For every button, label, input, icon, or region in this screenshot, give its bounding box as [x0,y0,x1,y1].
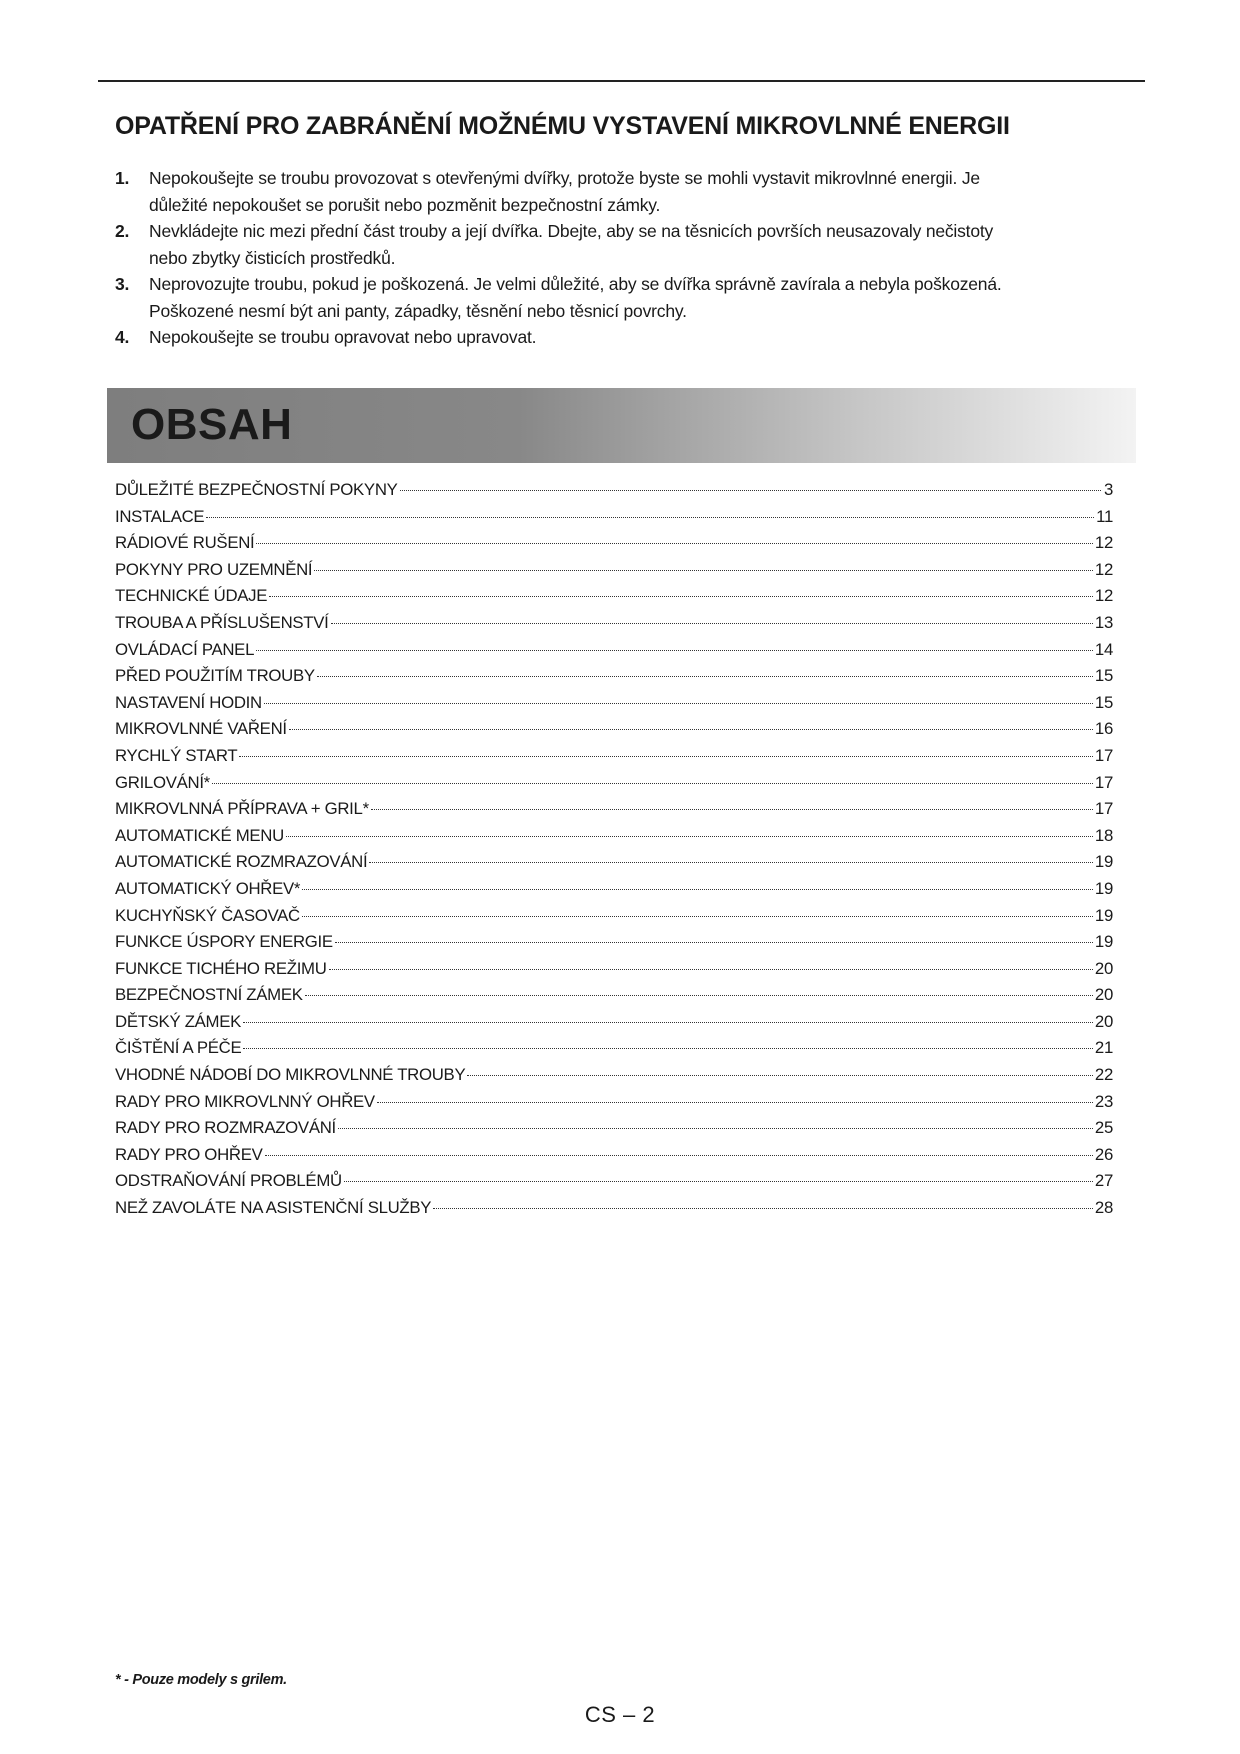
toc-entry-label: KUCHYŇSKÝ ČASOVAČ [115,905,300,925]
toc-entry-page: 13 [1094,612,1113,632]
toc-entry-label: RADY PRO OHŘEV [115,1144,263,1164]
toc-dot-leader [329,969,1093,970]
precaution-item [115,324,1125,351]
toc-entry-label: ODSTRAŇOVÁNÍ PROBLÉMŮ [115,1171,342,1191]
toc-entry[interactable] [115,560,1113,587]
toc-entry[interactable] [115,719,1113,746]
toc-dot-leader [305,995,1093,996]
toc-entry-label: PŘED POUŽITÍM TROUBY [115,666,315,686]
toc-entry-page: 19 [1094,852,1113,872]
toc-entry-label: INSTALACE [115,506,205,526]
toc-entry-label: RADY PRO MIKROVLNNÝ OHŘEV [115,1091,375,1111]
toc-entry[interactable] [115,1038,1113,1065]
toc-entry[interactable] [115,826,1113,853]
toc-entry-page: 17 [1094,745,1113,765]
toc-dot-leader [286,836,1093,837]
contents-title: OBSAH [131,400,293,449]
toc-entry[interactable] [115,746,1113,773]
precaution-number: 1. [115,168,130,188]
toc-entry[interactable] [115,693,1113,720]
toc-dot-leader [467,1075,1093,1076]
toc-entry[interactable] [115,799,1113,826]
toc-entry-page: 15 [1094,692,1113,712]
toc-entry-page: 15 [1094,666,1113,686]
toc-dot-leader [314,570,1093,571]
toc-entry[interactable] [115,666,1113,693]
footnote: * - Pouze modely s grilem. [115,1672,287,1688]
toc-entry-label: POKYNY PRO UZEMNĚNÍ [115,559,313,579]
toc-entry-page: 19 [1094,878,1113,898]
toc-entry-label: RADY PRO ROZMRAZOVÁNÍ [115,1118,336,1138]
precaution-text: Nevkládejte nic mezi přední část trouby a její dvířka. Dbejte, aby se na těsnicích površích neusazovaly nečistoty [149,221,994,241]
toc-entry-label: ČIŠTĚNÍ A PÉČE [115,1038,242,1058]
precautions-title: OPATŘENÍ PRO ZABRÁNĚNÍ MOŽNÉMU VYSTAVENÍ MIKROVLNNÉ ENERGII [115,112,1010,140]
toc-entry[interactable] [115,507,1113,534]
precaution-number: 4. [115,327,130,347]
toc-entry-label: RYCHLÝ START [115,745,238,765]
toc-entry-label: VHODNÉ NÁDOBÍ DO MIKROVLNNÉ TROUBY [115,1065,466,1085]
toc-dot-leader [302,916,1093,917]
toc-entry-label: AUTOMATICKÝ OHŘEV* [115,878,301,898]
toc-entry-label: NEŽ ZAVOLÁTE NA ASISTENČNÍ SLUŽBY [115,1198,432,1218]
toc-dot-leader [400,490,1101,491]
toc-dot-leader [265,1155,1093,1156]
toc-entry-page: 23 [1094,1091,1113,1111]
toc-dot-leader [264,703,1093,704]
precaution-text: Poškozené nesmí být ani panty, západky, těsnění nebo těsnicí povrchy. [149,300,687,321]
toc-dot-leader [256,650,1093,651]
toc-entry-label: NASTAVENÍ HODIN [115,692,262,712]
toc-entry-page: 21 [1094,1038,1113,1058]
toc-dot-leader [206,517,1094,518]
toc-entry-label: GRILOVÁNÍ* [115,772,210,792]
toc-entry[interactable] [115,480,1113,507]
toc-entry-page: 25 [1094,1118,1113,1138]
toc-entry-page: 20 [1094,958,1113,978]
precaution-text: Nepokoušejte se troubu opravovat nebo upravovat. [149,327,537,347]
precaution-number: 2. [115,221,130,241]
toc-entry[interactable] [115,985,1113,1012]
toc-dot-leader [433,1208,1093,1209]
toc-dot-leader [335,942,1093,943]
toc-dot-leader [377,1102,1093,1103]
toc-entry-label: MIKROVLNNÁ PŘÍPRAVA + GRIL* [115,799,369,819]
toc-entry[interactable] [115,1012,1113,1039]
toc-entry[interactable] [115,1065,1113,1092]
toc-entry-page: 14 [1094,639,1113,659]
toc-entry[interactable] [115,586,1113,613]
toc-entry-label: FUNKCE TICHÉHO REŽIMU [115,958,327,978]
toc-entry-page: 28 [1094,1198,1113,1218]
toc-entry-label: FUNKCE ÚSPORY ENERGIE [115,932,333,952]
toc-entry-page: 19 [1094,905,1113,925]
toc-dot-leader [371,809,1093,810]
toc-entry[interactable] [115,852,1113,879]
toc-entry[interactable] [115,959,1113,986]
precautions-list [115,165,1125,351]
toc-dot-leader [256,543,1093,544]
toc-entry-page: 16 [1094,719,1113,739]
toc-entry[interactable] [115,932,1113,959]
toc-entry[interactable] [115,640,1113,667]
toc-dot-leader [243,1048,1093,1049]
toc-entry[interactable] [115,533,1113,560]
toc-entry-label: TECHNICKÉ ÚDAJE [115,586,268,606]
toc-entry-label: DĚTSKÝ ZÁMEK [115,1011,242,1031]
toc-dot-leader [243,1022,1093,1023]
toc-entry-page: 12 [1094,586,1113,606]
contents-banner [107,388,1136,463]
toc-dot-leader [289,729,1093,730]
precaution-text: Nepokoušejte se troubu provozovat s otevřenými dvířky, protože byste se mohli vystavit mikrovlnné energii. Je [149,168,980,188]
toc-dot-leader [331,623,1093,624]
toc-entry[interactable] [115,1092,1113,1119]
toc-entry-page: 20 [1094,985,1113,1005]
precaution-text: důležité nepokoušet se porušit nebo pozměnit bezpečnostní zámky. [149,194,661,215]
toc-entry-page: 27 [1094,1171,1113,1191]
toc-dot-leader [212,783,1093,784]
toc-dot-leader [269,596,1093,597]
toc-entry-label: TROUBA A PŘÍSLUŠENSTVÍ [115,612,329,632]
toc-entry-page: 12 [1094,559,1113,579]
toc-dot-leader [369,862,1093,863]
toc-entry-page: 26 [1094,1144,1113,1164]
toc-entry-page: 17 [1094,799,1113,819]
precaution-number: 3. [115,274,130,294]
toc-entry[interactable] [115,1198,1113,1225]
toc-entry[interactable] [115,613,1113,640]
toc-dot-leader [239,756,1093,757]
toc-entry-page: 18 [1094,825,1113,845]
toc-entry-page: 12 [1094,533,1113,553]
precaution-text: Neprovozujte troubu, pokud je poškozená. Je velmi důležité, aby se dvířka správně zavírala a nebyla poškozená. [149,274,1002,294]
precaution-item [115,271,1125,324]
toc-entry-label: BEZPEČNOSTNÍ ZÁMEK [115,985,303,1005]
toc-dot-leader [317,676,1093,677]
toc-entry-page: 22 [1094,1065,1113,1085]
toc-entry-label: AUTOMATICKÉ MENU [115,825,284,845]
toc-entry[interactable] [115,1171,1113,1198]
toc-entry[interactable] [115,1145,1113,1172]
toc-dot-leader [344,1181,1093,1182]
toc-entry[interactable] [115,879,1113,906]
toc-entry-label: DŮLEŽITÉ BEZPEČNOSTNÍ POKYNY [115,480,398,499]
toc-dot-leader [302,889,1093,890]
top-rule [98,80,1145,82]
toc-entry-page: 20 [1094,1011,1113,1031]
toc-entry-label: OVLÁDACÍ PANEL [115,639,255,659]
precaution-item [115,218,1125,271]
precaution-item [115,165,1125,218]
toc-entry-page: 17 [1094,772,1113,792]
toc-entry-label: RÁDIOVÉ RUŠENÍ [115,533,255,553]
toc-entry-label: MIKROVLNNÉ VAŘENÍ [115,719,287,739]
toc-entry[interactable] [115,906,1113,933]
table-of-contents [115,480,1113,1225]
toc-entry[interactable] [115,773,1113,800]
toc-entry-label: AUTOMATICKÉ ROZMRAZOVÁNÍ [115,852,368,872]
toc-entry-page: 3 [1103,480,1113,499]
toc-entry-page: 19 [1094,932,1113,952]
page-number: CS – 2 [584,1702,656,1727]
toc-dot-leader [338,1128,1093,1129]
precaution-text: nebo zbytky čisticích prostředků. [149,247,396,268]
toc-entry-page: 11 [1096,506,1113,526]
toc-entry[interactable] [115,1118,1113,1145]
